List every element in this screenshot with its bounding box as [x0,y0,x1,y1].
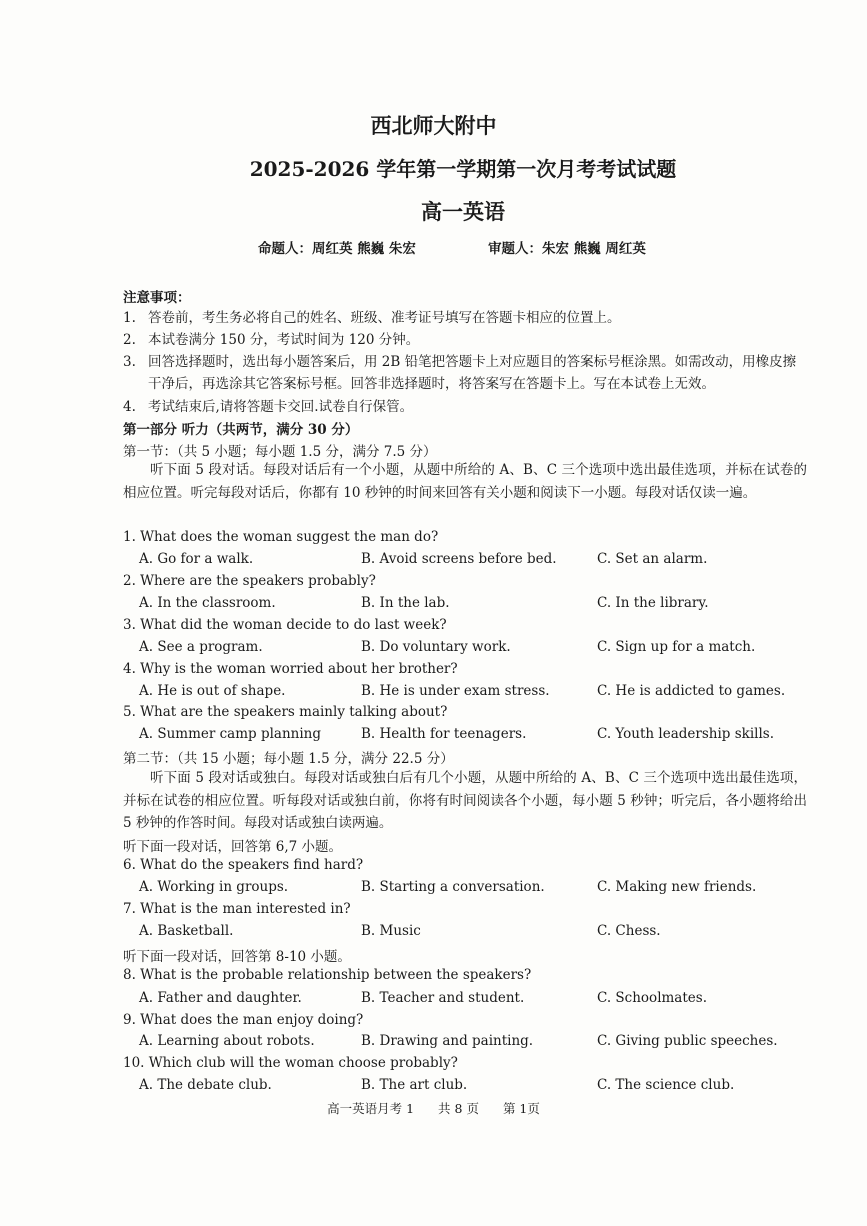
note-text: 答卷前，考生务必将自己的姓名、班级、准考证号填写在答题卡相应的位置上。 [148,310,621,326]
question-4: 4. Why is the woman worried about her brother? [123,661,458,677]
note-item [123,307,807,329]
section-one-title: 第一节：（共 5 小题；每小题 1.5 分，满分 7.5 分） [123,444,437,460]
notes-title: 注意事项： [123,290,191,306]
sub-instruction-1: 听下面一段对话，回答第 6,7 小题。 [123,839,343,855]
option-a: A. See a program. [139,639,263,655]
option-c: C. Youth leadership skills. [597,726,774,742]
note-item [123,351,807,395]
question-8: 8. What is the probable relationship between the speakers? [123,967,532,983]
footer-page-number: 第 1页 [502,1101,540,1116]
option-a: A. Go for a walk. [139,551,254,567]
option-b: B. Teacher and student. [361,990,525,1006]
page-footer [0,1099,867,1117]
exam-title: 2025-2026 学年第一学期第一次月考考试试题 [249,157,677,181]
reviewers-line: 审题人：朱宏 熊巍 周红英 [488,241,646,257]
question-2: 2. Where are the speakers probably? [123,573,376,589]
question-1: 1. What does the woman suggest the man do? [123,529,439,545]
note-number: 2. [123,332,136,348]
question-7: 7. What is the man interested in? [123,901,351,917]
note-item [123,396,807,418]
option-a: A. The debate club. [139,1077,272,1093]
question-3: 3. What did the woman decide to do last week? [123,617,447,633]
school-name: 西北师大附中 [370,113,497,138]
option-c: C. He is addicted to games. [597,683,786,699]
note-text: 本试卷满分 150 分，考试时间为 120 分钟。 [148,332,420,348]
subject-title: 高一英语 [421,199,505,224]
option-a: A. In the classroom. [139,595,276,611]
footer-total-pages: 共 8 页 [438,1101,479,1116]
note-text: 回答选择题时，选出每小题答案后，用 2B 铅笔把答题卡上对应题目的答案标号框涂黑。如需改动，用橡皮擦干净后，再选涂其它答案标号框。回答非选择题时，将答案写在答题卡上。写在本试卷上无效。 [148,354,797,392]
option-c: C. Giving public speeches. [597,1033,778,1049]
option-a: A. Working in groups. [139,879,289,895]
option-b: B. He is under exam stress. [361,683,550,699]
option-c: C. Chess. [597,923,661,939]
option-b: B. The art club. [361,1077,468,1093]
sub-instruction-2: 听下面一段对话，回答第 8-10 小题。 [123,949,351,965]
question-9: 9. What does the man enjoy doing? [123,1012,364,1028]
option-b: B. Health for teenagers. [361,726,527,742]
option-c: C. Schoolmates. [597,990,707,1006]
question-10: 10. Which club will the woman choose probably? [123,1055,458,1071]
option-b: B. Drawing and painting. [361,1033,534,1049]
part-one-title: 第一部分 听力（共两节，满分 30 分） [123,422,359,438]
option-c: C. Set an alarm. [597,551,708,567]
footer-subject: 高一英语月考 1 [327,1101,415,1116]
option-a: A. He is out of shape. [139,683,286,699]
option-c: C. In the library. [597,595,709,611]
note-number: 1. [123,310,136,326]
note-number: 4. [123,399,136,415]
option-c: C. Sign up for a match. [597,639,756,655]
option-b: B. Starting a conversation. [361,879,545,895]
option-b: B. Do voluntary work. [361,639,511,655]
option-b: B. In the lab. [361,595,450,611]
option-b: B. Avoid screens before bed. [361,551,557,567]
option-b: B. Music [361,923,421,939]
option-c: C. The science club. [597,1077,735,1093]
question-6: 6. What do the speakers find hard? [123,857,364,873]
authors-line: 命题人：周红英 熊巍 朱宏 [258,241,416,257]
section-two-instructions: 听下面 5 段对话或独白。每段对话或独白后有几个小题，从题中所给的 A、B、C 三个选项中选出最佳选项，并标在试卷的相应位置。听每段对话或独白前，你将有时间阅读各个小题，每小题 5 秒钟；听完后，各小题将给出 5 秒钟的作答时间。每段对话或独白读两遍。 [123,770,807,831]
option-a: A. Learning about robots. [139,1033,315,1049]
note-number: 3. [123,354,136,370]
note-text: 考试结束后,请将答题卡交回.试卷自行保管。 [148,399,414,415]
section-two-title: 第二节：（共 15 小题；每小题 1.5 分，满分 22.5 分） [123,751,454,767]
option-a: A. Basketball. [139,923,234,939]
option-a: A. Father and daughter. [139,990,302,1006]
note-item [123,329,807,351]
section-one-instructions: 听下面 5 段对话。每段对话后有一个小题，从题中所给的 A、B、C 三个选项中选出最佳选项，并标在试卷的相应位置。听完每段对话后，你都有 10 秒钟的时间来回答有关小题和阅读下一小题。每段对话仅读一遍。 [123,462,807,501]
question-5: 5. What are the speakers mainly talking about? [123,704,448,720]
option-c: C. Making new friends. [597,879,757,895]
option-a: A. Summer camp planning [139,726,322,742]
